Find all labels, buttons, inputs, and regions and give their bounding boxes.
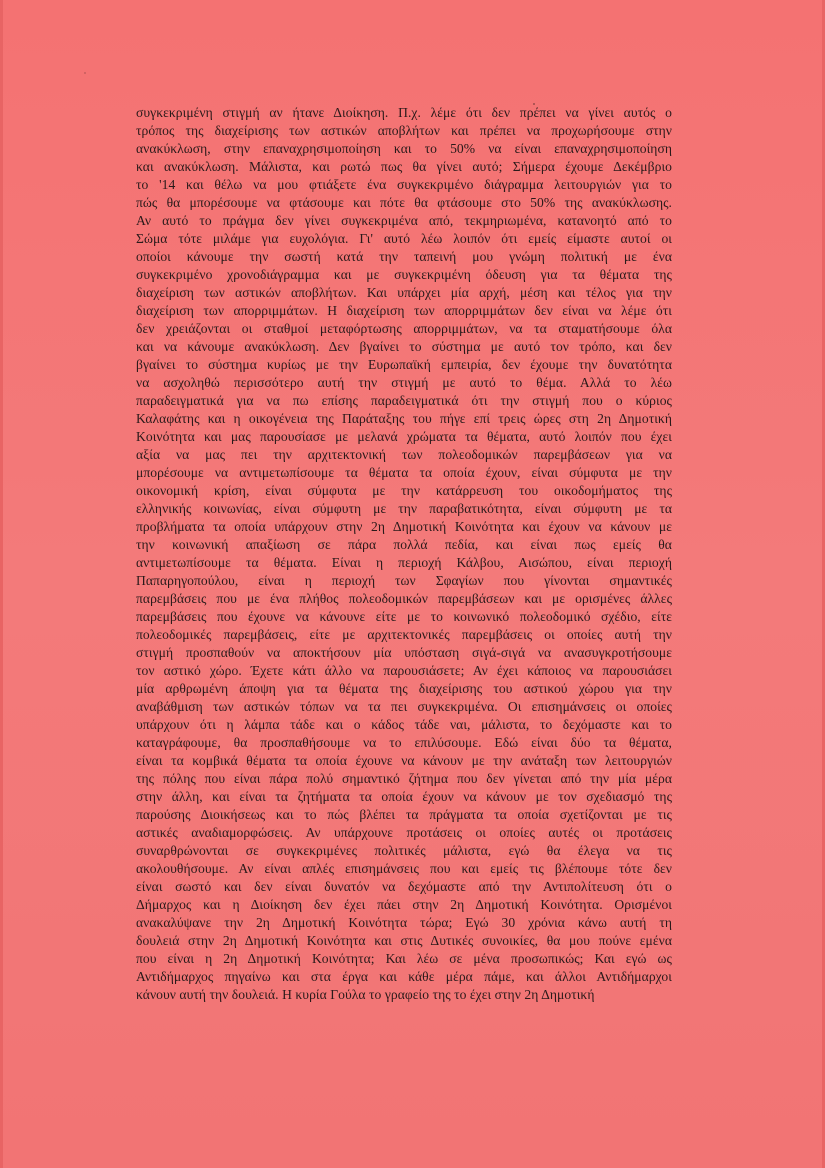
text-line: τον αστικό χώρο. Έχετε κάτι άλλο να παρουσιάσετε; Αν έχει κάποιος να παρουσιάσει [136, 663, 672, 678]
text-line: συναρθρώνονται σε συγκεκριμένες πολιτικές μάλιστα, εγώ θα έλεγα να τις [136, 843, 672, 858]
text-line: και ανακύκλωση. Μάλιστα, και ρωτώ πως θα γίνει αυτό; Σήμερα έχουμε Δεκέμβριο [136, 159, 672, 174]
text-line: και να κάνουμε ανακύκλωση. Δεν βγαίνει το σύστημα με αυτό τον τρόπο, και δεν [136, 339, 672, 354]
text-line: οποίοι κάνουμε την σωστή κατά την ταπεινή μου γνώμη πολιτική με ένα [136, 249, 672, 264]
text-line: Καλαφάτης και η οικογένεια της Παράταξης του πήγε επί τρεις ώρες στη 2η Δημοτική [136, 411, 672, 426]
text-line: την κοινωνική απαξίωση σε πάρα πολλά πεδία, και είναι πως εμείς θα [136, 537, 672, 552]
text-line: ανακύκλωση, στην επαναχρησιμοποίηση και το 50% να είναι επαναχρησιμοποίηση [136, 141, 672, 156]
text-line: διαχείριση των απορριμμάτων. Η διαχείριση των απορριμμάτων δεν είναι να λέμε ότι [136, 303, 672, 318]
text-line: ακολουθήσουμε. Αν είναι απλές επισημάνσεις που και εμείς τις βλέπουμε τότε δεν [136, 861, 672, 876]
text-line: να ασχοληθώ περισσότερο αυτή την στιγμή με αυτό το θέμα. Αλλά το λέω [136, 375, 672, 390]
text-line: πολεοδομικές παρεμβάσεις, είτε με αρχιτεκτονικές παρεμβάσεις οι οποίες αυτή την [136, 627, 672, 642]
text-line: συγκεκριμένο χρονοδιάγραμμα και με συγκεκριμένη όδευση για τα θέματα της [136, 267, 672, 282]
text-line: μπορέσουμε να αντιμετωπίσουμε τα θέματα τα οποία έχουν, είναι σύμφυτα με την [136, 465, 672, 480]
text-line: στην άλλη, και είναι τα ζητήματα τα οποία έχουν να κάνουν με τον σχεδιασμό της [136, 789, 672, 804]
text-line: είναι σωστό και δεν είναι δυνατόν να δεχόμαστε από την Αντιπολίτευση ότι ο [136, 879, 672, 894]
text-line: αξία να μας πει την αρχιτεκτονική των πολεοδομικών παρεμβάσεων για να [136, 447, 672, 462]
text-line: το '14 και θέλω να μου φτιάξετε ένα συγκεκριμένο διάγραμμα λειτουργιών για το [136, 177, 672, 192]
text-line: διαχείριση των αστικών αποβλήτων. Και υπάρχει μία αρχή, μέση και τέλος για την [136, 285, 672, 300]
text-line: προβλήματα τα οποία υπάρχουν στην 2η Δημοτική Κοινότητα και έχουν να κάνουν με [136, 519, 672, 534]
text-line: τρόπος της διαχείρισης των αστικών αποβλήτων και πρέπει να προχωρήσουμε στην [136, 123, 672, 138]
text-line: μία αρθρωμένη άποψη για τα θέματα της διαχείρισης του αστικού χώρου για την [136, 681, 672, 696]
text-line: κάνουν αυτή την δουλειά. Η κυρία Γούλα το γραφείο της το έχει στην 2η Δημοτική [136, 987, 595, 1002]
text-line: συγκεκριμένη στιγμή αν ήτανε Διοίκηση. Π.χ. λέμε ότι δεν πρέπει να γίνει αυτός ο [136, 105, 672, 120]
scan-speck [84, 72, 86, 74]
text-line: της πόλης που είναι πάρα πολύ σημαντικό ζήτημα που δεν γίνεται από την μία μέρα [136, 771, 672, 786]
text-line: Αν αυτό το πράγμα δεν γίνει συγκεκριμένα από, τεκμηριωμένα, κατανοητό από το [136, 213, 672, 228]
scan-edge-left [0, 0, 3, 1168]
text-line: δεν χρειάζονται οι σταθμοί μεταφόρτωσης απορριμμάτων, να τα σταματήσουμε όλα [136, 321, 672, 336]
text-line: είναι τα κομβικά θέματα τα οποία έχουνε να κάνουν με την ανάταξη των λειτουργιών [136, 753, 672, 768]
text-line: βγαίνει το σύστημα κυρίως με την Ευρωπαϊκή εμπειρία, δεν έχουμε την δυνατότητα [136, 357, 672, 372]
text-line: παρούσης Διοικήσεως και το πώς βλέπει τα πράγματα τα οποία σχετίζονται με τις [136, 807, 672, 822]
text-line: Παπαρηγοπούλου, είναι η περιοχή των Σφαγίων που γίνονται σημαντικές [136, 573, 672, 588]
text-line: παρεμβάσεις που έχουνε να κάνουνε είτε με το κοινωνικό πολεοδομικό σχέδιο, είτε [136, 609, 672, 624]
document-body-text [136, 104, 672, 1004]
text-line: στιγμή προσπαθούν να αποκτήσουν μία υπόσταση σιγά-σιγά να ανασυγκροτήσουμε [136, 645, 672, 660]
text-line: υπάρχουν ότι η λάμπα τάδε και ο κάδος τάδε ναι, μάλιστα, το δεχόμαστε και το [136, 717, 672, 732]
text-line: που είναι η 2η Δημοτική Κοινότητα; Και λέω σε μένα προσωπικώς; Και εγώ ως [136, 951, 672, 966]
text-line: αντιμετωπίσουμε τα θέματα. Είναι η περιοχή Κάλβου, Αισώπου, είναι περιοχή [136, 555, 672, 570]
text-line: Αντιδήμαρχος πηγαίνω και στα έργα και κάθε μέρα πάμε, και άλλοι Αντιδήμαρχοι [136, 969, 672, 984]
text-line: Κοινότητα και μας παρουσίασε με μελανά χρώματα τα θέματα, αυτό λοιπόν που έχει [136, 429, 672, 444]
text-line: πώς θα μπορέσουμε να φτάσουμε και πότε θα φτάσουμε στο 50% της ανακύκλωσης. [136, 195, 672, 210]
text-line: Δήμαρχος και η Διοίκηση δεν έχει πάει στην 2η Δημοτική Κοινότητα. Ορισμένοι [136, 897, 672, 912]
text-line: αναβάθμιση των αστικών τόπων να τα πει συγκεκριμένα. Οι επισημάνσεις οι οποίες [136, 699, 672, 714]
text-line: Σώμα τότε μιλάμε για ευχολόγια. Γι' αυτό λέω λοιπόν ότι εμείς είμαστε αυτοί οι [136, 231, 672, 246]
text-line: οικονομική κρίση, είναι σύμφυτα με την κατάρρευση του οικοδομήματος της [136, 483, 672, 498]
text-line: παρεμβάσεις που με ένα πλήθος πολεοδομικών παρεμβάσεων και με ορισμένες άλλες [136, 591, 672, 606]
text-line: δουλειά στην 2η Δημοτική Κοινότητα και στις Δυτικές συνοικίες, θα μου πούνε εμένα [136, 933, 672, 948]
text-line: αστικές αναδιαμορφώσεις. Αν υπάρχουνε προτάσεις οι οποίες αυτές οι προτάσεις [136, 825, 672, 840]
text-line: ανακαλύψανε την 2η Δημοτική Κοινότητα τώρα; Εγώ 30 χρόνια κάνω αυτή τη [136, 915, 672, 930]
text-line: ελληνικής κοινωνίας, είναι σύμφυτη με την παραβατικότητα, είναι σύμφυτη με τα [136, 501, 672, 516]
text-line: παραδειγματικά για να πω επίσης παραδειγματικά ότι την στιγμή που ο κύριος [136, 393, 672, 408]
text-line: καταγράφουμε, θα προσπαθήσουμε να το επιλύσουμε. Εδώ είναι δύο τα θέματα, [136, 735, 672, 750]
